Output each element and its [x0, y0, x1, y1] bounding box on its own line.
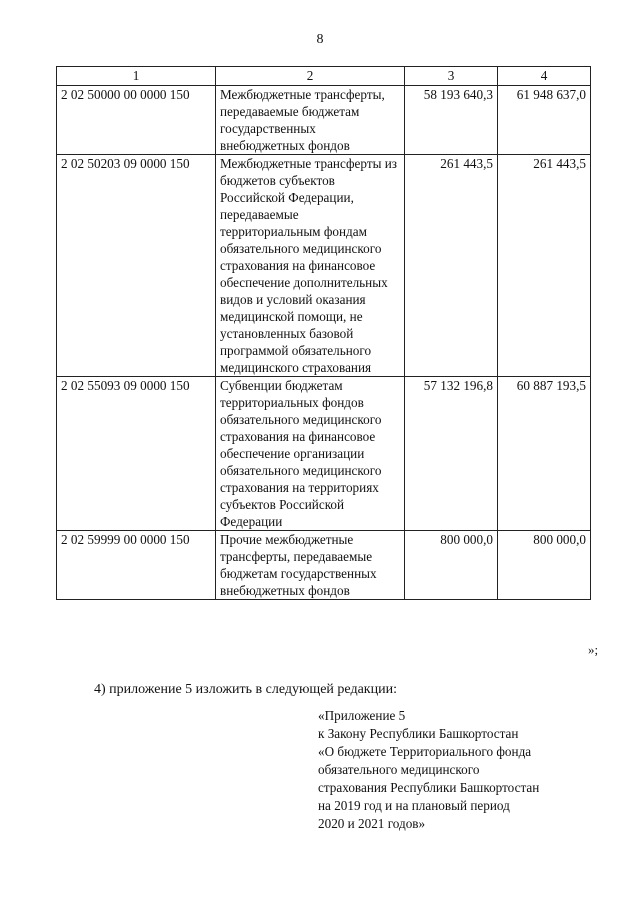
- table-row: [57, 531, 591, 600]
- row-code: 2 02 59999 00 0000 150: [57, 531, 216, 600]
- row-name: Прочие межбюджетные трансферты, передаваемые бюджетам государственных внебюджетных фондов: [216, 531, 405, 600]
- row-value-col3: 261 443,5: [405, 155, 498, 377]
- appendix-line: страхования Республики Башкортостан: [318, 780, 540, 795]
- row-value-col4: 261 443,5: [498, 155, 591, 377]
- row-value-col3: 57 132 196,8: [405, 377, 498, 531]
- appendix-line: «Приложение 5: [318, 708, 406, 723]
- header-col-2: 2: [216, 67, 405, 86]
- header-col-4: 4: [498, 67, 591, 86]
- row-value-col4: 61 948 637,0: [498, 86, 591, 155]
- table-header-row: [57, 67, 591, 86]
- table-row: [57, 155, 591, 377]
- amendment-item-4: 4) приложение 5 изложить в следующей редакции:: [94, 682, 397, 697]
- row-code: 2 02 50203 09 0000 150: [57, 155, 216, 377]
- budget-table: [56, 66, 591, 600]
- row-code: 2 02 55093 09 0000 150: [57, 377, 216, 531]
- appendix-line: обязательного медицинского: [318, 762, 480, 777]
- table-row: [57, 377, 591, 531]
- row-value-col4: 60 887 193,5: [498, 377, 591, 531]
- row-name: Межбюджетные трансферты, передаваемые бюджетам государственных внебюджетных фондов: [216, 86, 405, 155]
- row-value-col3: 58 193 640,3: [405, 86, 498, 155]
- appendix-heading-block: [318, 707, 539, 833]
- row-name: Субвенции бюджетам территориальных фондов обязательного медицинского страхования на финансовое обеспечение организации обязательного медицинского страхования на территориях субъектов Российской Федерации: [216, 377, 405, 531]
- row-value-col3: 800 000,0: [405, 531, 498, 600]
- appendix-line: к Закону Республики Башкортостан: [318, 726, 519, 741]
- row-name: Межбюджетные трансферты из бюджетов субъектов Российской Федерации, передаваемые территориальным фондам обязательного медицинского страхования на финансовое обеспечение дополнительных видов и условий оказания медицинской помощи, не установленных базовой программой обязательного медицинского страхования: [216, 155, 405, 377]
- header-col-3: 3: [405, 67, 498, 86]
- appendix-line: на 2019 год и на плановый период: [318, 798, 510, 813]
- header-col-1: 1: [57, 67, 216, 86]
- row-code: 2 02 50000 00 0000 150: [57, 86, 216, 155]
- table-row: [57, 86, 591, 155]
- appendix-line: 2020 и 2021 годов»: [318, 816, 426, 831]
- row-value-col4: 800 000,0: [498, 531, 591, 600]
- closing-quote-mark: »;: [588, 642, 599, 657]
- appendix-line: «О бюджете Территориального фонда: [318, 744, 532, 759]
- page-number: 8: [316, 32, 324, 47]
